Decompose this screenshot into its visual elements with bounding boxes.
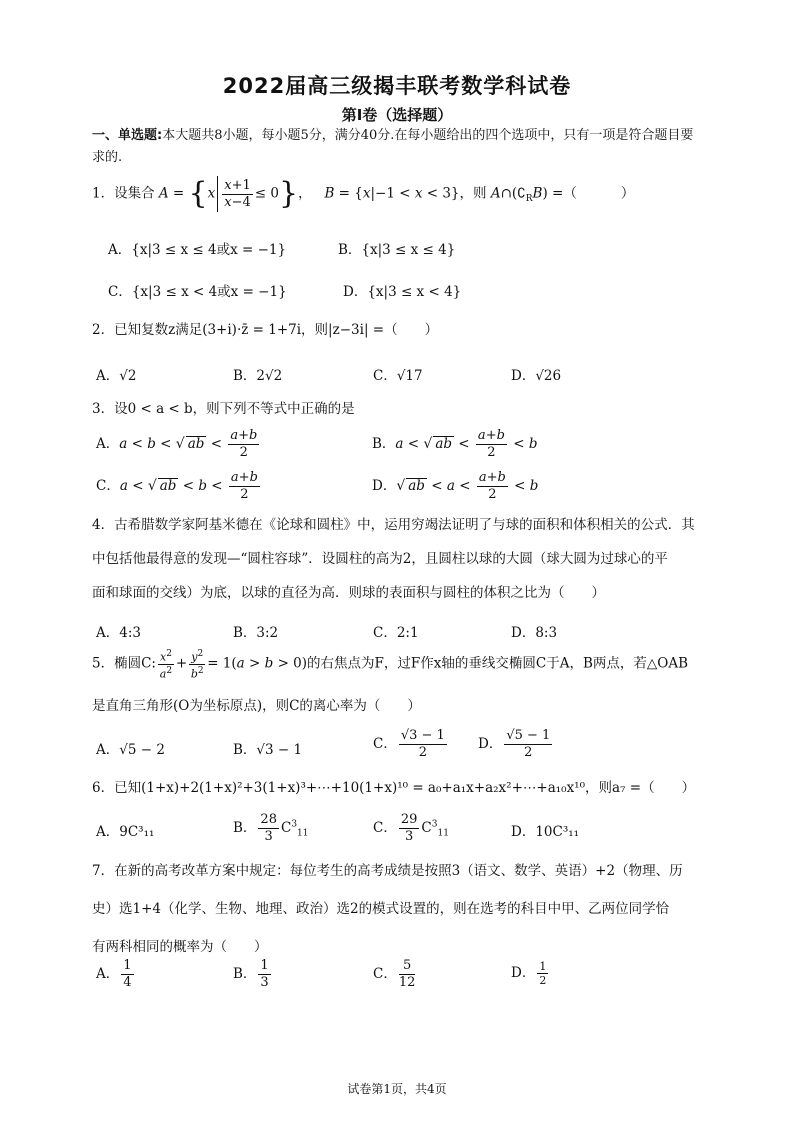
q4-option-a[interactable]: A．4:3: [96, 625, 141, 641]
q1-option-b[interactable]: B．{x|3 ≤ x ≤ 4}: [338, 242, 456, 258]
q1-number: 1．设集合: [92, 185, 155, 202]
q5-option-a[interactable]: A．√5 − 2: [96, 742, 165, 758]
page-footer: 试卷第1页，共4页: [347, 1082, 447, 1096]
q2-option-d[interactable]: D．√26: [511, 368, 562, 384]
q3-option-a[interactable]: A．a < b < √ ab < $\frac{a+b}{2}$: [96, 428, 258, 460]
q4-option-d[interactable]: D．8:3: [511, 625, 558, 641]
q6-option-a[interactable]: A．9C³₁₁: [96, 824, 155, 840]
q2-option-b[interactable]: B．2√2: [233, 368, 283, 384]
question-2: 2．已知复数z满足(3+i)·z̄ = 1+7i，则|z−3i| =（ ）: [92, 322, 439, 338]
q7-option-d[interactable]: D． $\frac{1}{2}$: [511, 960, 547, 987]
q1-option-c[interactable]: C．{x|3 ≤ x < 4或x = −1}: [108, 284, 287, 300]
q6-option-c[interactable]: C． $\frac{29}{3}$ $C^3_{11}$: [373, 812, 449, 844]
q2-option-c[interactable]: C．√17: [373, 368, 423, 384]
q7-option-a[interactable]: A． $\frac{1}{4}$: [96, 958, 132, 990]
question-7: 7．在新的高考改革方案中规定：每位考生的高考成绩是按照3（语文、数学、英语）+2（物理、历 史）选1+4（化学、生物、地理、政治）选2的模式设置的，则在选考的科目中甲、乙两位同学恰 有两科相同的概率为（ ）: [92, 863, 683, 955]
question-5-line-2: 是直角三角形(O为坐标原点)，则C的离心率为（ ）: [92, 698, 421, 714]
section-label: 一、单选题:: [92, 128, 163, 143]
section-instructions: [92, 125, 704, 169]
section-title: 第I卷（选择题）: [341, 106, 453, 124]
q3-option-c[interactable]: C．a < √ ab < b < $\frac{a+b}{2}$: [96, 470, 258, 502]
q6-option-b[interactable]: B． $\frac{28}{3}$ $C^3_{11}$: [233, 812, 309, 844]
q4-option-b[interactable]: B．3:2: [233, 625, 279, 641]
section-text: 本大题共8小题，每小题5分，满分40分.在每小题给出的四个选项中，只有一项是符合题目要求的.: [92, 128, 694, 165]
q5-option-d[interactable]: D． $\frac{√5 - 1}{2}$: [478, 728, 551, 760]
q1-option-d[interactable]: D．{x|3 ≤ x < 4}: [343, 284, 462, 300]
q2-option-a[interactable]: A．√2: [96, 368, 137, 384]
question-3: 3．设0 < a < b，则下列不等式中正确的是: [92, 401, 355, 417]
q7-option-c[interactable]: C． $\frac{5}{12}$: [373, 958, 416, 990]
q7-option-b[interactable]: B． $\frac{1}{3}$: [233, 958, 269, 990]
question-4: 4．古希腊数学家阿基米德在《论球和圆柱》中，运用穷竭法证明了与球的面积和体积相关的公式．其 中包括他最得意的发现—“圆柱容球”．设圆柱的高为2，且圆柱以球的大圆（球大圆为过球心的平 面和球面的交线）为底，以球的直径为高．则球的表面积与圆柱的体积之比为（ ）: [92, 517, 695, 601]
q3-option-b[interactable]: B．a < √ ab < $\frac{a+b}{2}$ < b: [372, 428, 538, 460]
question-6: 6．已知(1+x)+2(1+x)²+3(1+x)³+⋯+10(1+x)¹⁰ = a₀+a₁x+a₂x²+⋯+a₁₀x¹⁰，则a₇ =（ ）: [92, 780, 696, 796]
question-5: 5．椭圆C: $\frac{x^2}{a^2}$ + $\frac{y^2}{b^2}$ = 1(a > b > 0)的右焦点为F，过F作x轴的垂线交椭圆C于A，B两点，若△OAB: [92, 649, 688, 681]
q3-option-d[interactable]: D．√ ab < a < $\frac{a+b}{2}$ < b: [372, 470, 539, 502]
q5-option-b[interactable]: B．√3 − 1: [233, 742, 303, 758]
q4-option-c[interactable]: C．2:1: [373, 625, 419, 641]
page-title: 2022届高三级揭丰联考数学科试卷: [222, 74, 572, 98]
q1-option-a[interactable]: A．{x|3 ≤ x ≤ 4或x = −1}: [108, 242, 287, 258]
q6-option-d[interactable]: D．10C³₁₁: [511, 824, 580, 840]
q5-option-c[interactable]: C． $\frac{√3 - 1}{2}$: [373, 728, 445, 760]
question-1: 1．设集合 A = {x $\frac{x+1}{x-4}$ ≤ 0}， B = {x|−1 < x < 3}，则 $A\cap(∁_RB)$ =（ ）: [92, 176, 635, 211]
